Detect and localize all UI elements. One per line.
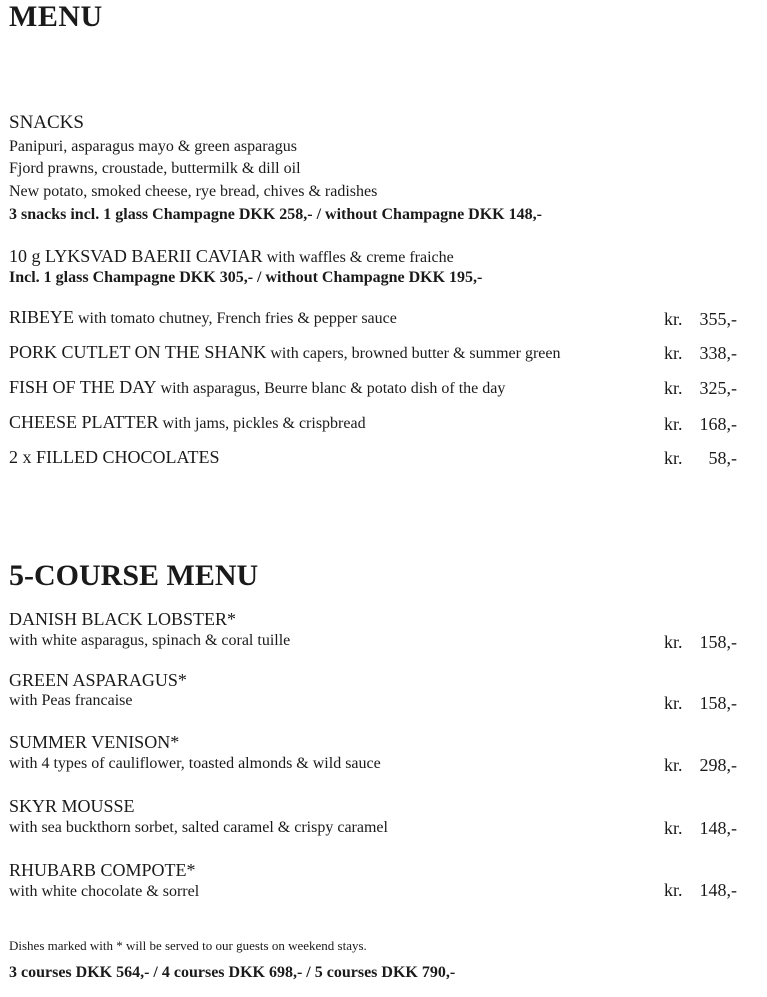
main-dish	[9, 307, 397, 328]
dish-desc: with capers, browned butter & summer green	[270, 345, 561, 362]
snack-item: Panipuri, asparagus mayo & green asparagus	[9, 138, 297, 155]
caviar-desc: with waffles & creme fraiche	[266, 249, 454, 266]
course-desc: with 4 types of cauliflower, toasted almonds & wild sauce	[9, 755, 381, 772]
dish-price	[664, 448, 737, 469]
dish-desc: with tomato chutney, French fries & pepper sauce	[78, 310, 397, 327]
course-desc: with white chocolate & sorrel	[9, 883, 200, 900]
price-amount: 58,-	[708, 448, 737, 468]
menu-title: MENU	[9, 0, 103, 33]
price-amount: 158,-	[699, 632, 737, 652]
course-name: SUMMER VENISON*	[9, 732, 180, 752]
caviar-offer: Incl. 1 glass Champagne DKK 305,- / without Champagne DKK 195,-	[9, 269, 483, 286]
dish-price	[664, 343, 737, 364]
snacks-offer: 3 snacks incl. 1 glass Champagne DKK 258,- / without Champagne DKK 148,-	[9, 206, 542, 223]
dish-price	[664, 309, 737, 330]
price-amount: 298,-	[699, 755, 737, 775]
price-amount: 168,-	[699, 414, 737, 434]
course-name: GREEN ASPARAGUS*	[9, 670, 187, 690]
course-name: RHUBARB COMPOTE*	[9, 860, 196, 880]
main-dish	[9, 342, 560, 363]
caviar-name: 10 g LYKSVAD BAERII CAVIAR	[9, 246, 263, 266]
price-amount: 148,-	[699, 818, 737, 838]
weekend-note: Dishes marked with * will be served to our guests on weekend stays.	[9, 938, 367, 953]
price-currency: kr.	[664, 378, 683, 398]
course-desc: with sea buckthorn sorbet, salted caramel & crispy caramel	[9, 819, 388, 836]
course-pricing: 3 courses DKK 564,- / 4 courses DKK 698,- / 5 courses DKK 790,-	[9, 964, 456, 981]
snack-item: Fjord prawns, croustade, buttermilk & dill oil	[9, 160, 301, 177]
price-currency: kr.	[664, 448, 683, 468]
course-price	[664, 755, 737, 776]
course-price	[664, 818, 737, 839]
snacks-heading: SNACKS	[9, 112, 84, 133]
dish-name: RIBEYE	[9, 307, 74, 327]
dish-desc: with jams, pickles & crispbread	[162, 415, 366, 432]
caviar-line	[9, 246, 454, 267]
price-currency: kr.	[664, 818, 683, 838]
course-name: SKYR MOUSSE	[9, 796, 135, 816]
course-menu-title: 5-COURSE MENU	[9, 559, 259, 592]
price-currency: kr.	[664, 880, 683, 900]
dish-name: CHEESE PLATTER	[9, 412, 159, 432]
price-currency: kr.	[664, 309, 683, 329]
main-dish	[9, 447, 220, 468]
dish-name: FISH OF THE DAY	[9, 377, 157, 397]
dish-desc: with asparagus, Beurre blanc & potato dish of the day	[160, 380, 506, 397]
course-name: DANISH BLACK LOBSTER*	[9, 609, 237, 629]
price-currency: kr.	[664, 414, 683, 434]
price-currency: kr.	[664, 632, 683, 652]
main-dish	[9, 377, 505, 398]
course-price	[664, 880, 737, 901]
main-dish	[9, 412, 366, 433]
price-currency: kr.	[664, 755, 683, 775]
price-currency: kr.	[664, 693, 683, 713]
course-desc: with Peas francaise	[9, 692, 133, 709]
dish-price	[664, 378, 737, 399]
price-amount: 148,-	[699, 880, 737, 900]
dish-price	[664, 414, 737, 435]
course-price	[664, 632, 737, 653]
course-desc: with white asparagus, spinach & coral tuille	[9, 632, 291, 649]
price-amount: 158,-	[699, 693, 737, 713]
dish-name: 2 x FILLED CHOCOLATES	[9, 447, 220, 467]
course-price	[664, 693, 737, 714]
price-amount: 338,-	[699, 343, 737, 363]
price-currency: kr.	[664, 343, 683, 363]
price-amount: 325,-	[699, 378, 737, 398]
dish-name: PORK CUTLET ON THE SHANK	[9, 342, 267, 362]
price-amount: 355,-	[699, 309, 737, 329]
snack-item: New potato, smoked cheese, rye bread, chives & radishes	[9, 183, 378, 200]
